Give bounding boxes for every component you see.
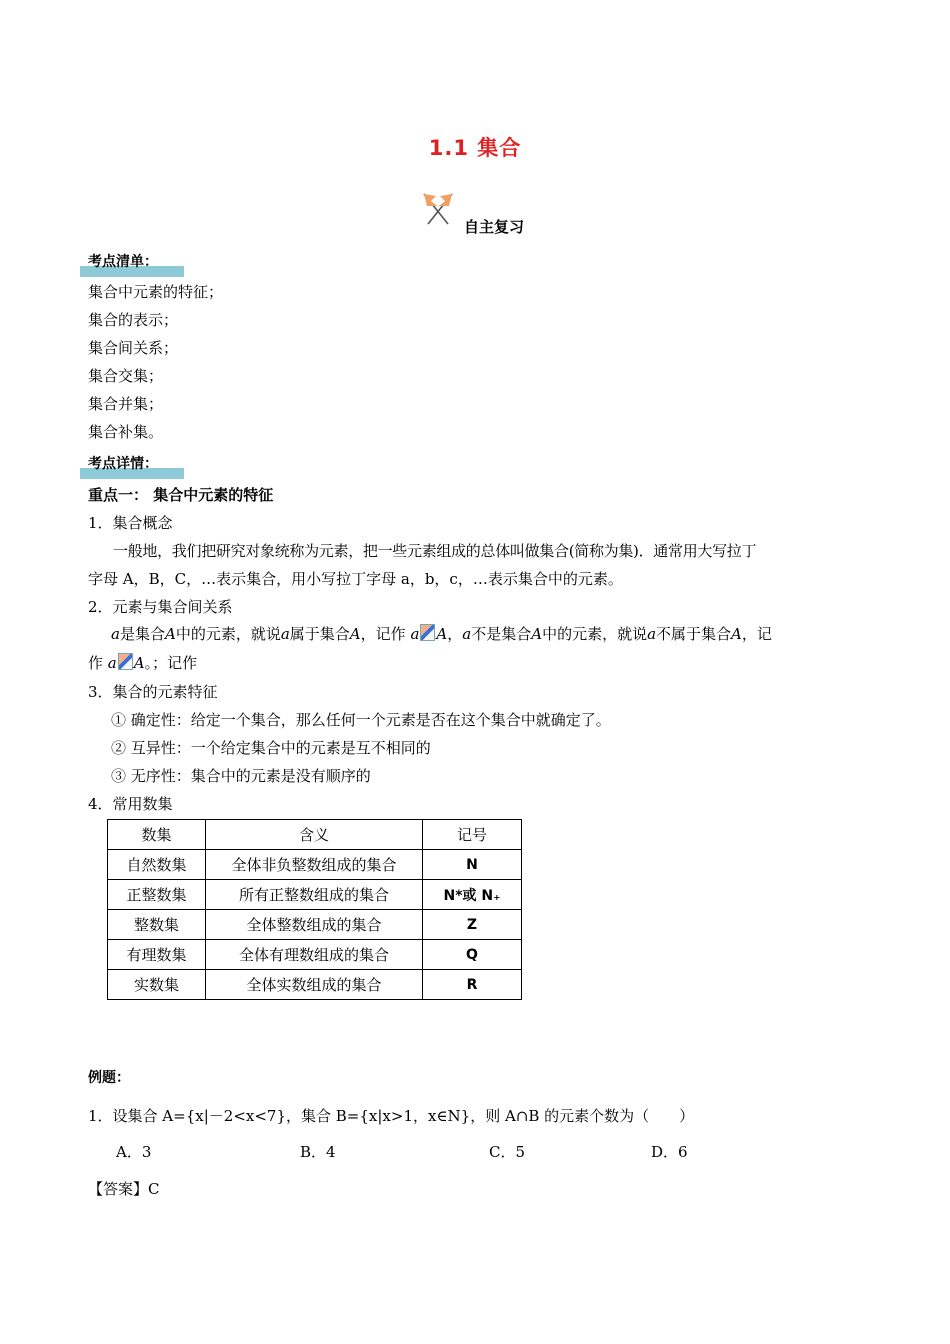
checklist-item: 集合并集； <box>88 395 164 413</box>
var-a: a <box>280 625 290 643</box>
table-row <box>108 970 522 1000</box>
table-cell: 有理数集 <box>108 940 206 970</box>
subsection-title: 1．集合概念 <box>88 514 173 532</box>
var-A: A <box>349 625 361 643</box>
text: ，记作 <box>360 625 406 643</box>
var-a: a <box>107 654 117 672</box>
details-label: 考点详情： <box>88 456 158 472</box>
var-A: A <box>436 625 448 643</box>
table-cell: 全体非负整数组成的集合 <box>206 850 423 880</box>
table-cell: 正整数集 <box>108 880 206 910</box>
subsection-title: 2．元素与集合间关系 <box>88 598 233 616</box>
not-belongs-symbol-image <box>118 653 133 670</box>
checklist-item: 集合补集。 <box>88 423 164 441</box>
page-title: 1.1 集合 <box>428 136 522 160</box>
table-row <box>108 850 522 880</box>
text: 属于集合 <box>289 625 350 643</box>
text: 。 <box>144 654 153 672</box>
var-A: A <box>133 654 145 672</box>
answer-text: 【答案】C <box>88 1180 160 1198</box>
table-cell: Q <box>423 940 522 970</box>
belongs-symbol-image <box>420 624 435 641</box>
table-cell: 整数集 <box>108 910 206 940</box>
table-cell: R <box>423 970 522 1000</box>
list-item: ② 互异性：一个给定集合中的元素是互不相同的 <box>111 739 431 757</box>
table-header-cell: 含义 <box>206 820 423 850</box>
subsection-title: 4．常用数集 <box>88 795 173 813</box>
table-cell: 全体有理数组成的集合 <box>206 940 423 970</box>
list-item: ① 确定性：给定一个集合，那么任何一个元素是否在这个集合中就确定了。 <box>111 711 611 729</box>
checklist-item: 集合中元素的特征； <box>88 283 224 301</box>
paragraph: 一般地，我们把研究对象统称为元素，把一些元素组成的总体叫做集合(简称为集)．通常用大写拉丁 <box>113 542 757 560</box>
table-row <box>108 880 522 910</box>
option-c: C．5 <box>489 1143 526 1161</box>
table-cell: 实数集 <box>108 970 206 1000</box>
var-a: a <box>410 625 420 643</box>
paragraph: 字母 A，B，C，…表示集合，用小写拉丁字母 a，b，c，…表示集合中的元素。 <box>88 570 623 588</box>
table-cell: 全体实数组成的集合 <box>206 970 423 1000</box>
crossed-flags-icon <box>418 190 458 226</box>
var-a: a <box>462 625 472 643</box>
var-a: a <box>111 625 120 643</box>
checklist-item: 集合的表示； <box>88 311 179 329</box>
text: ；记作 <box>152 654 198 672</box>
text: 不是集合 <box>471 625 532 643</box>
table-cell: 所有正整数组成的集合 <box>206 880 423 910</box>
subsection-title: 3．集合的元素特征 <box>88 683 218 701</box>
paragraph <box>88 652 197 673</box>
text: 中的元素，就说 <box>542 625 648 643</box>
table-cell: N <box>423 850 522 880</box>
option-a: A．3 <box>116 1143 152 1161</box>
option-b: B．4 <box>300 1143 336 1161</box>
focus-heading: 重点一： 集合中元素的特征 <box>88 486 274 504</box>
table-row <box>108 940 522 970</box>
checklist-item: 集合交集； <box>88 367 164 385</box>
text: ，记 <box>741 625 772 643</box>
examples-label: 例题： <box>88 1070 130 1086</box>
table-header-row <box>108 820 522 850</box>
text: 是集合 <box>119 625 165 643</box>
table-cell: 自然数集 <box>108 850 206 880</box>
table-header-cell: 数集 <box>108 820 206 850</box>
table-header-cell: 记号 <box>423 820 522 850</box>
table-cell: Z <box>423 910 522 940</box>
paragraph <box>111 623 772 644</box>
number-sets-table <box>107 819 522 1000</box>
text: 不属于集合 <box>656 625 732 643</box>
var-A: A <box>531 625 543 643</box>
checklist-label: 考点清单： <box>88 254 158 270</box>
question-text: 1．设集合 A={x|－2<x<7}，集合 B={x|x>1，x∈N}，则 A∩B 的元素个数为（ ） <box>88 1107 695 1125</box>
text: ， <box>447 625 463 643</box>
text: 中的元素，就说 <box>175 625 281 643</box>
text: 作 <box>88 654 104 672</box>
table-cell: 全体整数组成的集合 <box>206 910 423 940</box>
var-A: A <box>164 625 176 643</box>
section-subtitle: 自主复习 <box>464 218 525 236</box>
list-item: ③ 无序性：集合中的元素是没有顺序的 <box>111 767 371 785</box>
checklist-item: 集合间关系； <box>88 339 179 357</box>
table-cell: N*或 N₊ <box>423 880 522 910</box>
var-a: a <box>647 625 657 643</box>
option-d: D．6 <box>651 1143 688 1161</box>
var-A: A <box>731 625 742 643</box>
table-row <box>108 910 522 940</box>
